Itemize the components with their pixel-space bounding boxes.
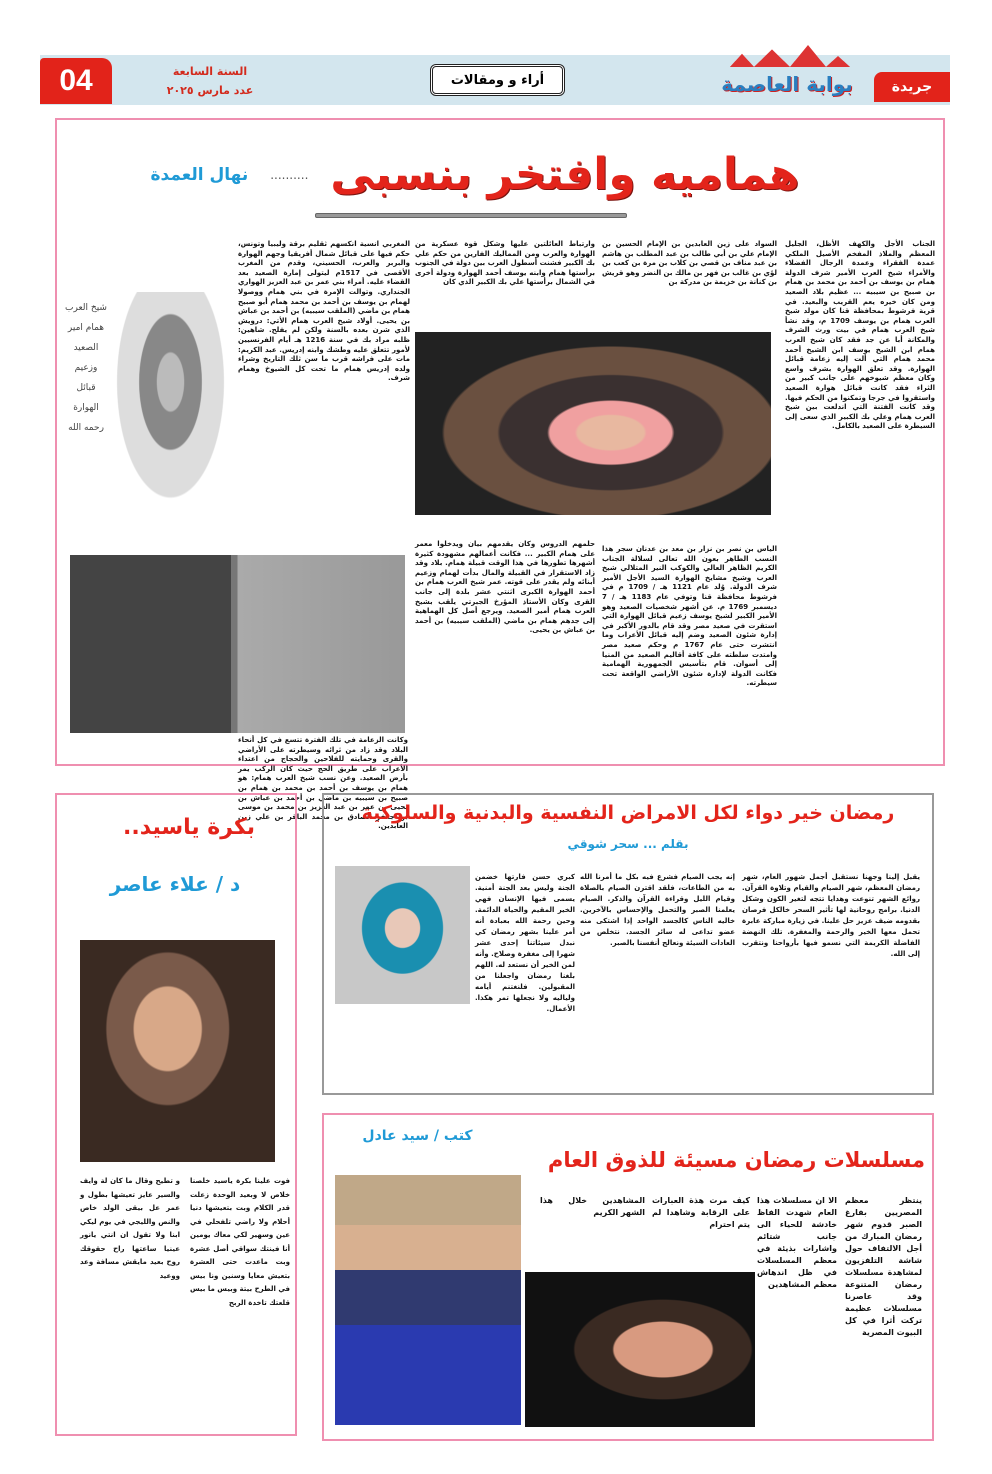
bokra-title: بكرة ياسيد.. [123, 815, 255, 840]
image-caption: شيخ العرب همام امير الصعيد وزعيم قبائل الهوارة رحمه الله [65, 303, 107, 433]
bokra-column: فوت علينا بكرة ياسيد خلصنا خلاص لا وبعيد الوحدة زعلت قدر الكلام وبت بتعيشها دنيا أحلام ولا راضي تلفحلي في عين وسهير لكي معاك يومين أنا فينتك سواقي أصل عشرة وبت ماعدت حتى العشرة بتعيش معايا وسنين ونا بيس في الطرح بيتة وبيس ما بيس قلعتك تاخدة الربح [190, 1177, 290, 1307]
tomb-inscription-photo [70, 555, 405, 733]
main-article-column: الياس بن نصر بن نزار بن معد بن عدنان سجر هذا النسب الطاهر بعون الله تعالى لسلالة الجناب الكريم الظاهر العالي والكوكب النير المتلالي شيخ العرب وشيخ مشايخ الهوارة السيد الأجل الأمير شرف الدولة. وُلد عام 1121 هـ / 1709 م في فرشوط محافظة قنا وتوفي عام 1183 هـ / 7 ديسمبر 1769 م. عن أشهر شخصيات الصعيد وهو الأمير الكبير لشيخ يوسف زعيم قبائل الهوارة التي استقرت في صعيد مصر وقد قام بالدور الأكبر في إدارة شئون الصعيد وضم إليه قبائل الأعراب وما انتشرت حتى عام 1767 م وحكم صعيد مصر وامتدت سلطته على كافة أقاليم الصعيد من المنيا إلى أسوان. قام بتأسيس الجمهورية الهمامية فكانت الدولة لإدارة شئون الأراضي الواقعة تحت سيطرته. [602, 545, 778, 688]
ramadan-author: بقلم ... سحر شوقي [567, 837, 689, 851]
page-number: 04 [40, 58, 112, 104]
main-article-column: حلمهم الدروس وكان يقدمهم بيان ويدخلوا معمر على همام الكبير ... فكانت أعمالهم مشهودة كثيرة أشهرها تطورها في هذا الوقت قبيلة همام. بلاد وقد زاد الاستقرار في القبيلة والمال بدأت لهمام وزعيم أبنائه ولم يقدر على قوته. عمر شيخ العرب همام بن أحمد الهوارة الكبرى اثنتي عشر بلدة إلى جانب القرى وكان الأستاذ المؤرخ الجبرتي يلقب بشيخ العرب همام أمير الصعيد. ويرجع أصل كل الهماهية إلى جدهم همام بن ماضي (الملقب سيبيه) بن أحمد بن عباش بن يحيى. [415, 540, 595, 635]
series-author: كتب / سيد عادل [362, 1128, 473, 1144]
series-column: كيف مرت هذة العبارات على الرقابة وشاهدا لم يتم احترام [652, 1196, 750, 1229]
main-article-column: الجناب الأجل والكهف الأظل، الجليل المعظم والملاذ المفخم الأصيل الملكي عمدة الفقراء وعمدة الرجال الفضلاء والأمراء شيخ العرب الأمير شرف الدولة همام بن يوسف بن أحمد بن محمد بن همام بن صبيح بن سيبيه ... عظيم بلاد الصعيد ومن كان خيره يعم القريب والبعيد. في قرية فرشوط بمحافظة قنا كان مولد شيخ العرب همام بن يوسف 1709 م، وقد نشأ شيخ العرب همام في بيت ورث الشرف والمكانة أبا عن جد فقد كان شيخ العرب همام ابن الشيخ يوسف ابن الشيخ أحمد محمد همام التي ألت إليه زعامة قبائل الهوارة. وقد تعلق الهوارة بشرف واسع وكان معظم شيوخهم على جانب كبير من الثراء فقد كانت قبائل هوارة الصعيد واستقروا في جرجا وتمكنوا من الحكم فيها. وقد كانت الفتنة التي اندلعت بين شيخ العرب همام وعلي بك الكبير الذي سعى إلى السيطرة على الصعيد بالكامل. [785, 240, 935, 431]
newspaper-logo: بوابة العاصمة [721, 72, 853, 96]
sheikh-hammam-drawing [108, 292, 233, 517]
bokra-column: و تطيح وقال ما كان لة وايف والسير عايز تعيشها بطول و عمر عل بيقى الولد خاص والنص والليجي في يوم ليكي ابنا ولا تقول ان انتي يانور عينيا ساعتها راح حقوقك روح بعيد مايقش مسافة وعد ووعيد [80, 1177, 180, 1280]
actress-photo [525, 1272, 755, 1427]
author-photo-sahar [335, 866, 470, 1004]
newspaper-label: جريدة [874, 72, 950, 102]
issue-info [150, 62, 270, 100]
author-photo-sayed [335, 1175, 521, 1425]
ramadan-heading [326, 797, 930, 867]
series-column: المشاهدين خلال هذا الشهر الكريم [540, 1196, 645, 1217]
section-title: أراء و ومقالات [430, 64, 565, 96]
ramadan-column: إنه يجب الصيام فشرع فيه بكل ما أمرنا الله به من الطاعات، فلقد اقترن الصيام بالصلاة وقيام الليل وقراءة القرآن والذكر. الصيام يعلمنا الصبر والتحمل والإحساس بالآخرين. خاليه الناس كالجسد الواحد إذا اشتكى منه عضو تداعى له سائر الجسد. نتخلص من العادات السيئة ونعالج أنفسنا بالصبر. [580, 873, 735, 947]
title-dots: .......... [270, 168, 309, 182]
main-article-column: وارتباط العائلتين عليها وشكل قوة عسكرية من الهوارة والعرب ومن المماليك الفارين من حكم علي بك الكبير فشنت أسطول العرب بين دولة في الجنوب برأستها همام وابنه يوسف أحمد الهوارة ودولة أخرى في الشمال برأستها علي بك الكبير الذي كان [415, 240, 595, 287]
ramadan-column: كبري حسن فارتها خضمن الجنة وليس بعد الجنة أمنية. يسمى فيها الإنسان فهي الخير المقيم والحياة الدائمة. وحين رحمة الله بعبادة أنه أمر علينا بشهر رمضان كي نبدل سيئاتنا إحدى عشر شهرا إلى مغفرة وصلاح. وأنه لمن الخير أن نستعد له. اللهم بلغنا رمضان واجعلنا من المقبولين. فلنغتنم أيامه ولياليه ولا نجعلها تمر هكذا. الأعمال. [475, 873, 575, 1013]
main-article-column: وكانت الزعامة في تلك الفترة تتسع في كل أنحاء البلاد وقد زاد من ثرائه وسيطرته على الأراضي والقرى وحمايته للفلاحين والحجاج من اعتداء الأعراب على طريق الحج حيث كان الركب يمر بأرض الصعيد. وعن نسب شيخ العرب همام: هو همام بن يوسف بن أحمد بن محمد بن همام بن صبيح بن سيبيه بن ماضي بن أحمد بن عباش بن يحيى بن عمر بن عبد العزيز بن محمد بن موسى بن جعفر الصادق بن محمد الباقر بن علي زين العابدين. [238, 736, 408, 831]
ramadan-title: رمضان خير دواء لكل الامراض النفسية والبدنية والسلوكية [361, 802, 895, 824]
main-article-author: نهال العمدة [150, 165, 249, 185]
main-article-title: هماميه وافتخر بنسبى [330, 149, 800, 200]
author-photo-alaa [80, 940, 275, 1162]
bokra-author: د / علاء عاصر [109, 872, 241, 896]
series-title: مسلسلات رمضان مسيئة للذوق العام [547, 1148, 925, 1172]
author-photo-woman [415, 332, 771, 515]
main-article-column: المغربي انسية انكسهم ثقليم برقة وليبيا وتونس، حكم فيها على قبائل شمال أفريقيا وجهم الهوارة والبربر والعرب، الحسيني، وقدم من المغرب الأقصى في 1517م ليتولى إمارة الصعيد بعد القضاء عليه. أمراء بني عمر بن عبد العزيز الهواري الجنداري. وتوالت الإمرة في بني همام ووصولا لهمام بن يوسف بن أحمد بن محمد همام أبو صبيح همام بن ماضي (الملقب سيبيه) بن أحمد بن عباش بن يحيى. أولاد شيخ العرب همام الأتي: درويش الذي شرن بعده بالسنة ولكن لم يفلح. شاهين: ظلبه مراد بك في سنة 1216 هـ أيام الفرنسيين لأمور تتعلق عليه وطشك وابنه إدريس. عبد الكريم: مات على فراشه قرب ما سن ثلك التاريخ وشراء ولده إدريس همام ما تحت كل الشيوخ وهمام شرف. [238, 240, 411, 383]
ramadan-column: يقبل إلينا وجهنا نستقبل أجمل شهور العام، شهر رمضان المعظم، شهر الصيام والقيام وتلاوة القرآن. روائع الشهر تنوعت وهدايا تتجه لتغير الكون وشكل الدنيا. برامج روحانية لها تأثير السحر خالكل فرصان بقدومه ضيف عزيز حل علينا. في زيارة مباركة عابرة تحمل معها الخير والرحمة والمغفرة. تلك النهضة الفاضلة الكريمة التي نسمو فيها بأرواحنا ونتقرب إلى الله. [742, 873, 920, 958]
series-column: ينتظر معظم المصريين بفارغ الصبر قدوم شهر رمضان المبارك من أجل الالتفاف حول شاشة التلفزيون لمشاهدة مسلسلات رمضان المتنوعة وقد عاصرنا مسلسلات عظيمة تركت أثرا في كل البيوت المصرية [845, 1196, 922, 1337]
main-article-heading [140, 140, 810, 210]
issue-year: السنة السابعة [172, 65, 248, 78]
series-column: الا ان مسلسلات هذا العام شهدت الفاظ خادشة للحياء الى جانب شتائم واشارات بذيئة في معظم المسلسلات في ظل اندهاش معظم المشاهدين [757, 1196, 837, 1289]
main-article-column: السواد على زين العابدين بن الإمام الحسين بن الإمام علي بن أبي طالب بن عبد المطلب بن هاشم بن عبد مناف بن قصي بن كلاب بن مرة بن كعب بن لؤي بن غالب بن فهر بن مالك بن النضر وهو قريش بن كنانة بن خزيمة بن مدركة بن [602, 240, 777, 287]
issue-date: عدد مارس ٢٠٢٥ [166, 84, 254, 97]
title-rule [315, 213, 627, 218]
